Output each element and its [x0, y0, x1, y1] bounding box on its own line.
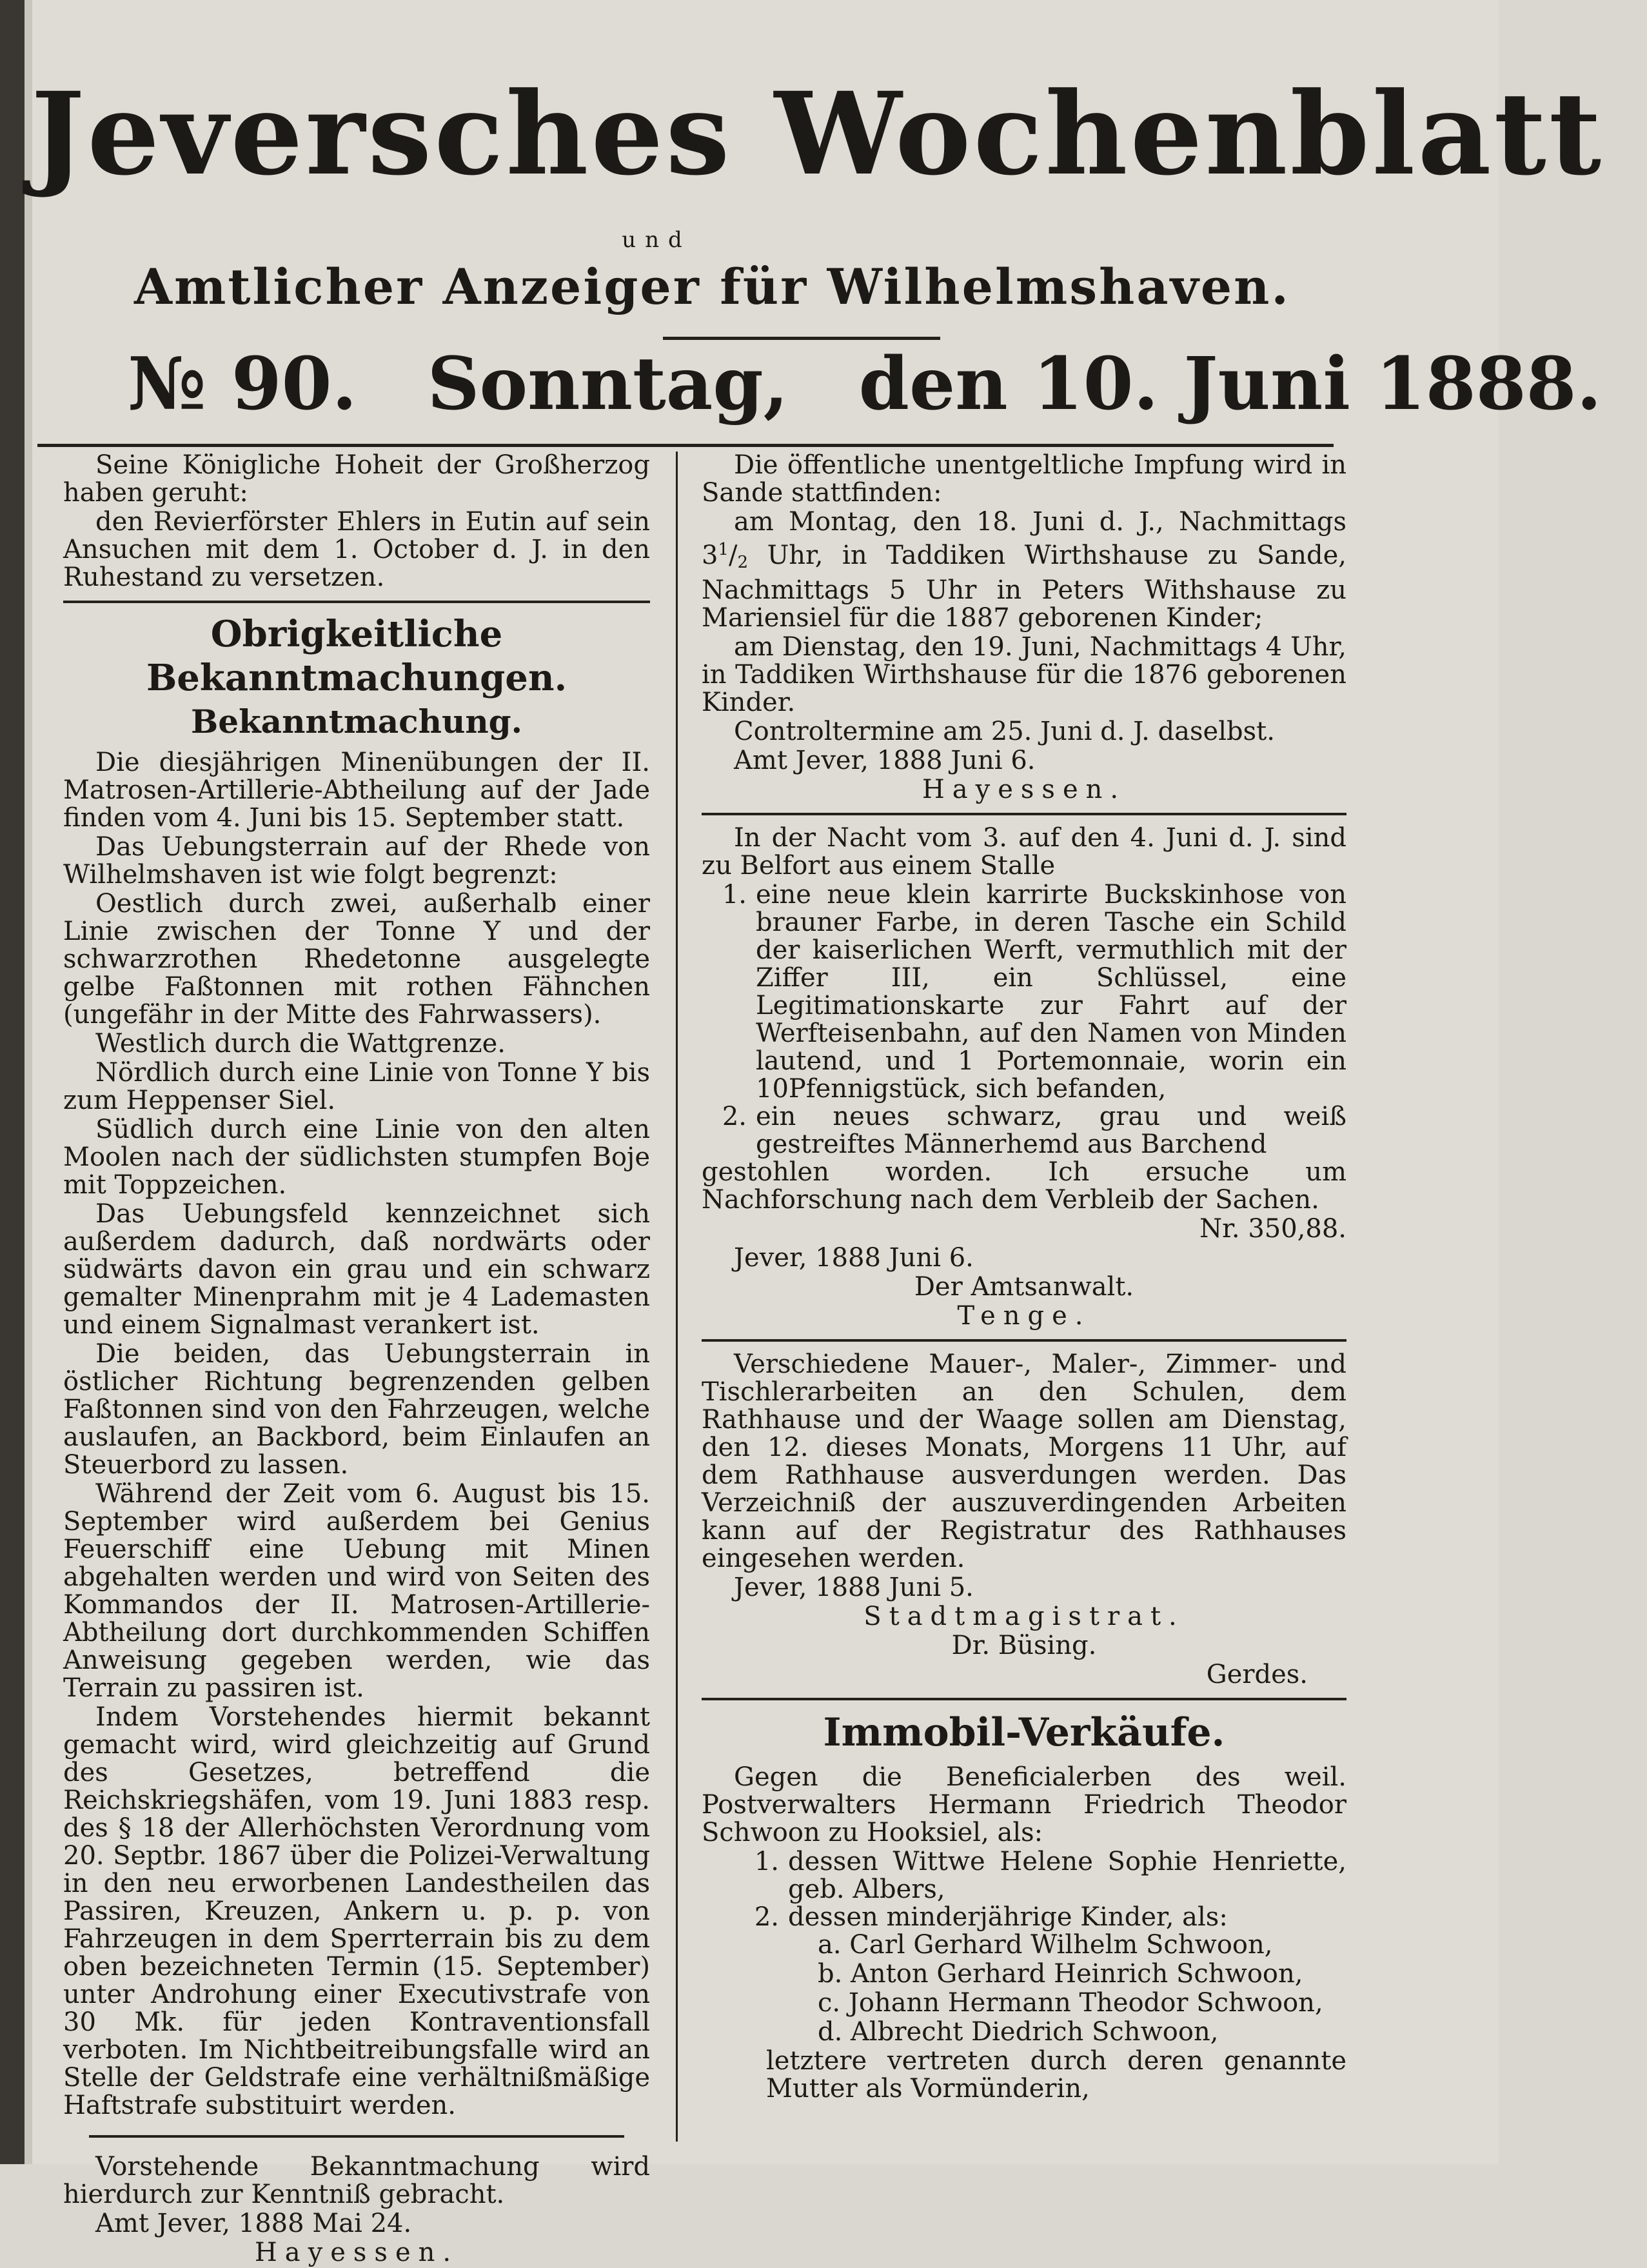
- announcement-paragraph: Oestlich durch zwei, außerhalb einer Linie zwischen der Tonne Y und der schwarzrothen Rhedetonne ausgelegte gelbe Faßtonnen mit rothen Fähnchen (ungefähr in der Mitte des Fahrwassers).: [63, 889, 650, 1030]
- theft-item-number: 1.: [722, 880, 747, 910]
- theft-paragraph: In der Nacht vom 3. auf den 4. Juni d. J. sind zu Belfort aus einem Stalle: [702, 823, 1346, 880]
- real-estate-paragraph: Gegen die Beneficialerben des weil. Postverwalters Hermann Friedrich Theodor Schwoon zu Hooksiel, als:: [702, 1762, 1346, 1847]
- theft-item-text: ein neues schwarz, grau und weiß gestreiftes Männerhemd aus Barchend: [756, 1102, 1346, 1159]
- fraction-numerator: 1: [718, 540, 729, 559]
- heir-item: [702, 1848, 1346, 1904]
- issue-number: № 90.: [128, 342, 357, 426]
- heir-item-number: 1.: [754, 1847, 779, 1876]
- issue-date: den 10. Juni 1888.: [858, 342, 1602, 426]
- vaccination-paragraph: Controltermine am 25. Juni d. J. daselbst.: [734, 717, 1275, 746]
- announcement-signature: Hayessen.: [254, 2238, 459, 2267]
- theft-signature: Tenge.: [957, 1301, 1091, 1331]
- vaccination-text: Uhr, in Taddiken Wirthshause zu Sande, Nachmittags 5 Uhr in Peters Withshause zu Mariensiel für die 1887 geborenen Kinder;: [702, 541, 1346, 633]
- section-rule: [702, 1339, 1346, 1342]
- works-place-date: Jever, 1888 Juni 5.: [734, 1573, 974, 1602]
- child-item: a. Carl Gerhard Wilhelm Schwoon,: [818, 1930, 1273, 1960]
- works-paragraph: Verschiedene Mauer-, Maler-, Zimmer- und Tischlerarbeiten an den Schulen, dem Rathhause und der Waage sollen am Dienstag, den 12. dieses Monats, Morgens 11 Uhr, auf dem Rathhause ausverdungen werden. Das Verzeichniß der auszuverdingenden Arbeiten kann auf der Registratur des Rathhauses eingesehen werden.: [702, 1349, 1346, 1573]
- announcement-paragraph: Die diesjährigen Minenübungen der II. Matrosen-Artillerie-Abtheilung auf der Jade finden vom 4. Juni bis 15. September statt.: [63, 748, 650, 833]
- section-rule: [63, 601, 650, 603]
- heir-item-text: dessen Wittwe Helene Sophie Henriette, geb. Albers,: [788, 1847, 1346, 1904]
- left-column: [63, 452, 650, 2268]
- theft-place-date: Jever, 1888 Juni 6.: [734, 1243, 974, 1273]
- masthead-und: und: [622, 227, 691, 253]
- book-binding-edge: [0, 0, 25, 2164]
- theft-item: [702, 1103, 1346, 1159]
- child-item: b. Anton Gerhard Heinrich Schwoon,: [818, 1959, 1303, 1989]
- announcement-paragraph: Westlich durch die Wattgrenze.: [95, 1029, 506, 1059]
- heir-item-text: dessen minderjährige Kinder, als:: [788, 1902, 1228, 1932]
- announcement-paragraph: Südlich durch eine Linie von den alten Moolen nach der südlichsten stumpfen Boje mit Toppzeichen.: [63, 1115, 650, 1200]
- masthead-subtitle: Amtlicher Anzeiger für Wilhelmshaven.: [134, 258, 1290, 315]
- announcement-paragraph: Während der Zeit vom 6. August bis 15. September wird außerdem bei Genius Feuerschiff eine Uebung mit Minen abgehalten werden und wird von Seiten des Kommandos der II. Matrosen-Artillerie-Abtheilung dort durchkommenden Schiffen Anweisung gegeben werden, wie das Terrain zu passiren ist.: [63, 1479, 650, 1703]
- works-signature: Dr. Büsing.: [951, 1631, 1097, 1660]
- vaccination-paragraph: am Montag, den 18. Juni d. J., Nachmittags $3^1/_2$ Uhr, in Taddiken Wirthshause zu Sande, Nachmittags 5 Uhr in Peters Withshause zu Mariensiel für die 1887 geborenen Kinder;: [702, 507, 1346, 633]
- announcement-paragraph: Das Uebungsterrain auf der Rhede von Wilhelmshaven ist wie folgt begrenzt:: [63, 832, 650, 890]
- vaccination-place-date: Amt Jever, 1888 Juni 6.: [734, 746, 1036, 775]
- notice-paragraph: Seine Königliche Hoheit der Großherzog haben geruht:: [63, 450, 650, 508]
- vaccination-signature: Hayessen.: [922, 775, 1127, 804]
- announcement-paragraph: Indem Vorstehendes hiermit bekannt gemacht wird, wird gleichzeitig auf Grund des Gesetzes, betreffend die Reichskriegshäfen, vom 19. Juni 1883 resp. des § 18 der Allerhöchsten Verordnung vom 20. Septbr. 1867 über die Polizei-Verwaltung in den neu erworbenen Landestheilen das Passiren, Kreuzen, Ankern u. p. p. von Fahrzeugen in dem Sperrterrain bis zu dem oben bezeichneten Termin (15. September) unter Androhung einer Executivstrafe von 30 Mk. für jeden Kontraventionsfall verboten. Im Nichtbeitreibungsfalle wird an Stelle der Geldstrafe eine verhältnißmäßige Haftstrafe substituirt werden.: [63, 1702, 650, 2120]
- right-column: [702, 452, 1346, 2104]
- announcement-paragraph: Das Uebungsfeld kennzeichnet sich außerdem dadurch, daß nordwärts oder südwärts davon ein grau und ein schwarz gemalter Minenprahm mit je 4 Lademasten und einem Signalmast verankert ist.: [63, 1199, 650, 1340]
- theft-paragraph: gestohlen worden. Ich ersuche um Nachforschung nach dem Verbleib der Sachen.: [702, 1157, 1346, 1215]
- vaccination-paragraph: Die öffentliche unentgeltliche Impfung wird in Sande stattfinden:: [702, 450, 1346, 508]
- real-estate-title: Immobil-Verkäufe.: [823, 1710, 1225, 1755]
- notice-paragraph: den Revierförster Ehlers in Eutin auf sein Ansuchen mit dem 1. October d. J. in den Ruhestand zu versetzen.: [63, 507, 650, 592]
- section-rule: [702, 1698, 1346, 1700]
- heir-item: [702, 1904, 1346, 1931]
- section-title: Obrigkeitliche Bekanntmachungen.: [146, 613, 567, 699]
- vaccination-paragraph: am Dienstag, den 19. Juni, Nachmittags 4 Uhr, in Taddiken Wirthshause für die 1876 geborenen Kinder.: [702, 632, 1346, 717]
- announcement-paragraph: Vorstehende Bekanntmachung wird hierdurch zur Kenntniß gebracht.: [63, 2152, 650, 2209]
- works-office: Stadtmagistrat.: [863, 1602, 1185, 1631]
- issue-line: [128, 342, 1602, 426]
- theft-item-text: eine neue klein karrirte Buckskinhose von brauner Farbe, in deren Tasche ein Schild der kaiserlichen Werft, vermuthlich mit der Ziffer III, ein Schlüssel, eine Legitimationskarte zur Fahrt auf der Werfteisenbahn, auf den Namen von Minden lautend, und 1 Portemonnaie, worin ein 10Pfennigstück, sich befanden,: [756, 880, 1346, 1104]
- newspaper-page: [25, 0, 1604, 2267]
- column-divider: [676, 452, 678, 2142]
- theft-reference-number: Nr. 350,88.: [1199, 1214, 1346, 1244]
- real-estate-paragraph: letztere vertreten durch deren genannte Mutter als Vormünderin,: [766, 2046, 1346, 2104]
- announcement-title: Bekanntmachung.: [190, 702, 523, 741]
- fraction-denominator: 2: [737, 553, 749, 572]
- section-rule: [702, 813, 1346, 815]
- child-item: d. Albrecht Diedrich Schwoon,: [818, 2017, 1219, 2047]
- child-item: c. Johann Hermann Theodor Schwoon,: [818, 1988, 1323, 2018]
- masthead-title: Jeversches Wochenblatt: [31, 67, 1604, 201]
- works-signature: Gerdes.: [1206, 1660, 1308, 1689]
- issue-day: Sonntag,: [427, 342, 789, 426]
- announcement-paragraph: Nördlich durch eine Linie von Tonne Y bis zum Heppenser Siel.: [63, 1058, 650, 1115]
- section-rule: [89, 2135, 624, 2138]
- header-rule: [37, 444, 1334, 447]
- announcement-place-date: Amt Jever, 1888 Mai 24.: [95, 2209, 412, 2238]
- theft-item: [702, 881, 1346, 1103]
- page-gutter: [25, 0, 32, 2164]
- heir-item-number: 2.: [754, 1902, 779, 1932]
- masthead-rule: [663, 337, 940, 340]
- theft-office: Der Amtsanwalt.: [914, 1272, 1134, 1302]
- vaccination-text: am Montag, den 18. Juni d. J., Nachmittags 3: [702, 507, 1346, 570]
- theft-item-number: 2.: [722, 1102, 747, 1131]
- announcement-paragraph: Die beiden, das Uebungsterrain in östlicher Richtung begrenzenden gelben Faßtonnen sind von den Fahrzeugen, welche auslaufen, an Backbord, beim Einlaufen an Steuerbord zu lassen.: [63, 1339, 650, 1480]
